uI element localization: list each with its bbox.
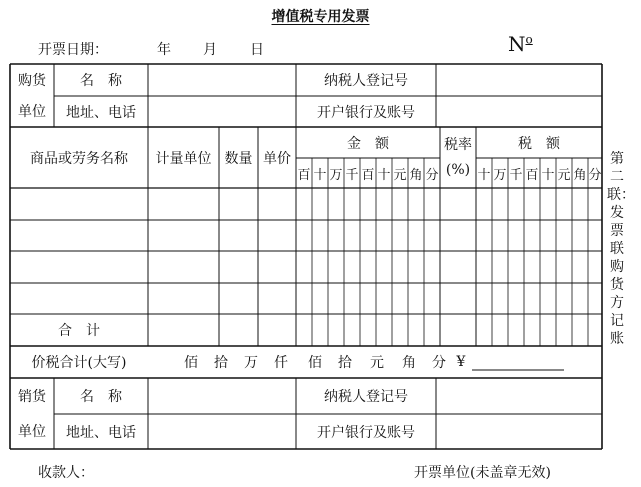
seller-group-label: 销货: [18, 388, 46, 405]
total-caps-unit: 拾: [338, 355, 352, 371]
total-caps-unit: 拾: [214, 355, 228, 371]
date-year-label: 年: [157, 42, 171, 58]
issue-date-label: 开票日期：: [38, 42, 108, 58]
total-label: 合 计: [58, 323, 100, 339]
date-month-label: 月: [203, 42, 217, 58]
amount-digit-label: 百: [297, 167, 311, 183]
tax-digit-label: 角: [573, 167, 587, 183]
tax-digit-label: 分: [588, 167, 602, 183]
date-day-label: 日: [250, 42, 264, 58]
price-header: 单价: [263, 150, 291, 167]
total-caps-label: 价税合计(大写): [31, 355, 127, 371]
total-caps-unit: 万: [244, 355, 258, 371]
seller-taxpayer-label: 纳税人登记号: [324, 389, 408, 405]
tax-digit-label: 百: [525, 167, 539, 183]
buyer-taxpayer-label: 纳税人登记号: [324, 73, 408, 89]
buyer-address-label: 地址、电话: [66, 104, 136, 121]
amount-digit-label: 分: [425, 167, 439, 183]
seller-address-label: 地址、电话: [66, 424, 136, 441]
goods-name-header: 商品或劳务名称: [30, 150, 128, 167]
invoice-title: 增值税专用发票: [271, 9, 370, 25]
tax-digit-label: 十: [477, 167, 491, 183]
tax-digit-label: 十: [541, 167, 555, 183]
amount-digit-label: 十: [377, 167, 391, 183]
qty-header: 数量: [224, 150, 253, 167]
tax-rate-header: 税率: [444, 137, 472, 153]
amount-digit-label: 千: [345, 167, 359, 183]
tax-header: 税 额: [518, 135, 560, 152]
copy-side-note: 第二联：发票联 购货方记账: [607, 151, 635, 347]
tax-rate-unit: (%): [445, 162, 471, 178]
tax-digit-label: 万: [493, 167, 507, 183]
amount-header: 金 额: [347, 135, 389, 152]
amount-digit-label: 十: [313, 167, 327, 183]
buyer-bank-label: 开户银行及账号: [317, 104, 415, 121]
tax-digit-label: 元: [557, 167, 571, 183]
total-caps-unit: 仟: [274, 355, 288, 371]
amount-digit-label: 角: [409, 167, 423, 183]
amount-digit-label: 万: [329, 167, 343, 183]
currency-symbol: ¥: [456, 354, 466, 370]
buyer-group-label-2: 单位: [18, 104, 46, 121]
total-caps-unit: 角: [402, 355, 416, 371]
issuer-label: 开票单位(未盖章无效): [414, 465, 551, 481]
seller-name-label: 名 称: [80, 389, 122, 405]
total-caps-unit: 佰: [184, 355, 198, 371]
amount-digit-label: 百: [361, 167, 375, 183]
unit-header: 计量单位: [155, 150, 212, 167]
invoice-number-label: $N^o$: [508, 32, 533, 56]
seller-bank-label: 开户银行及账号: [317, 424, 415, 441]
total-caps-unit: 佰: [308, 355, 322, 371]
seller-group-label-2: 单位: [18, 424, 46, 441]
total-caps-unit: 元: [370, 355, 384, 371]
buyer-name-label: 名 称: [80, 73, 122, 89]
amount-digit-label: 元: [393, 167, 407, 183]
tax-digit-label: 千: [509, 167, 523, 183]
buyer-group-label: 购货: [18, 72, 46, 89]
total-caps-unit: 分: [432, 355, 446, 371]
payee-label: 收款人：: [38, 465, 94, 481]
